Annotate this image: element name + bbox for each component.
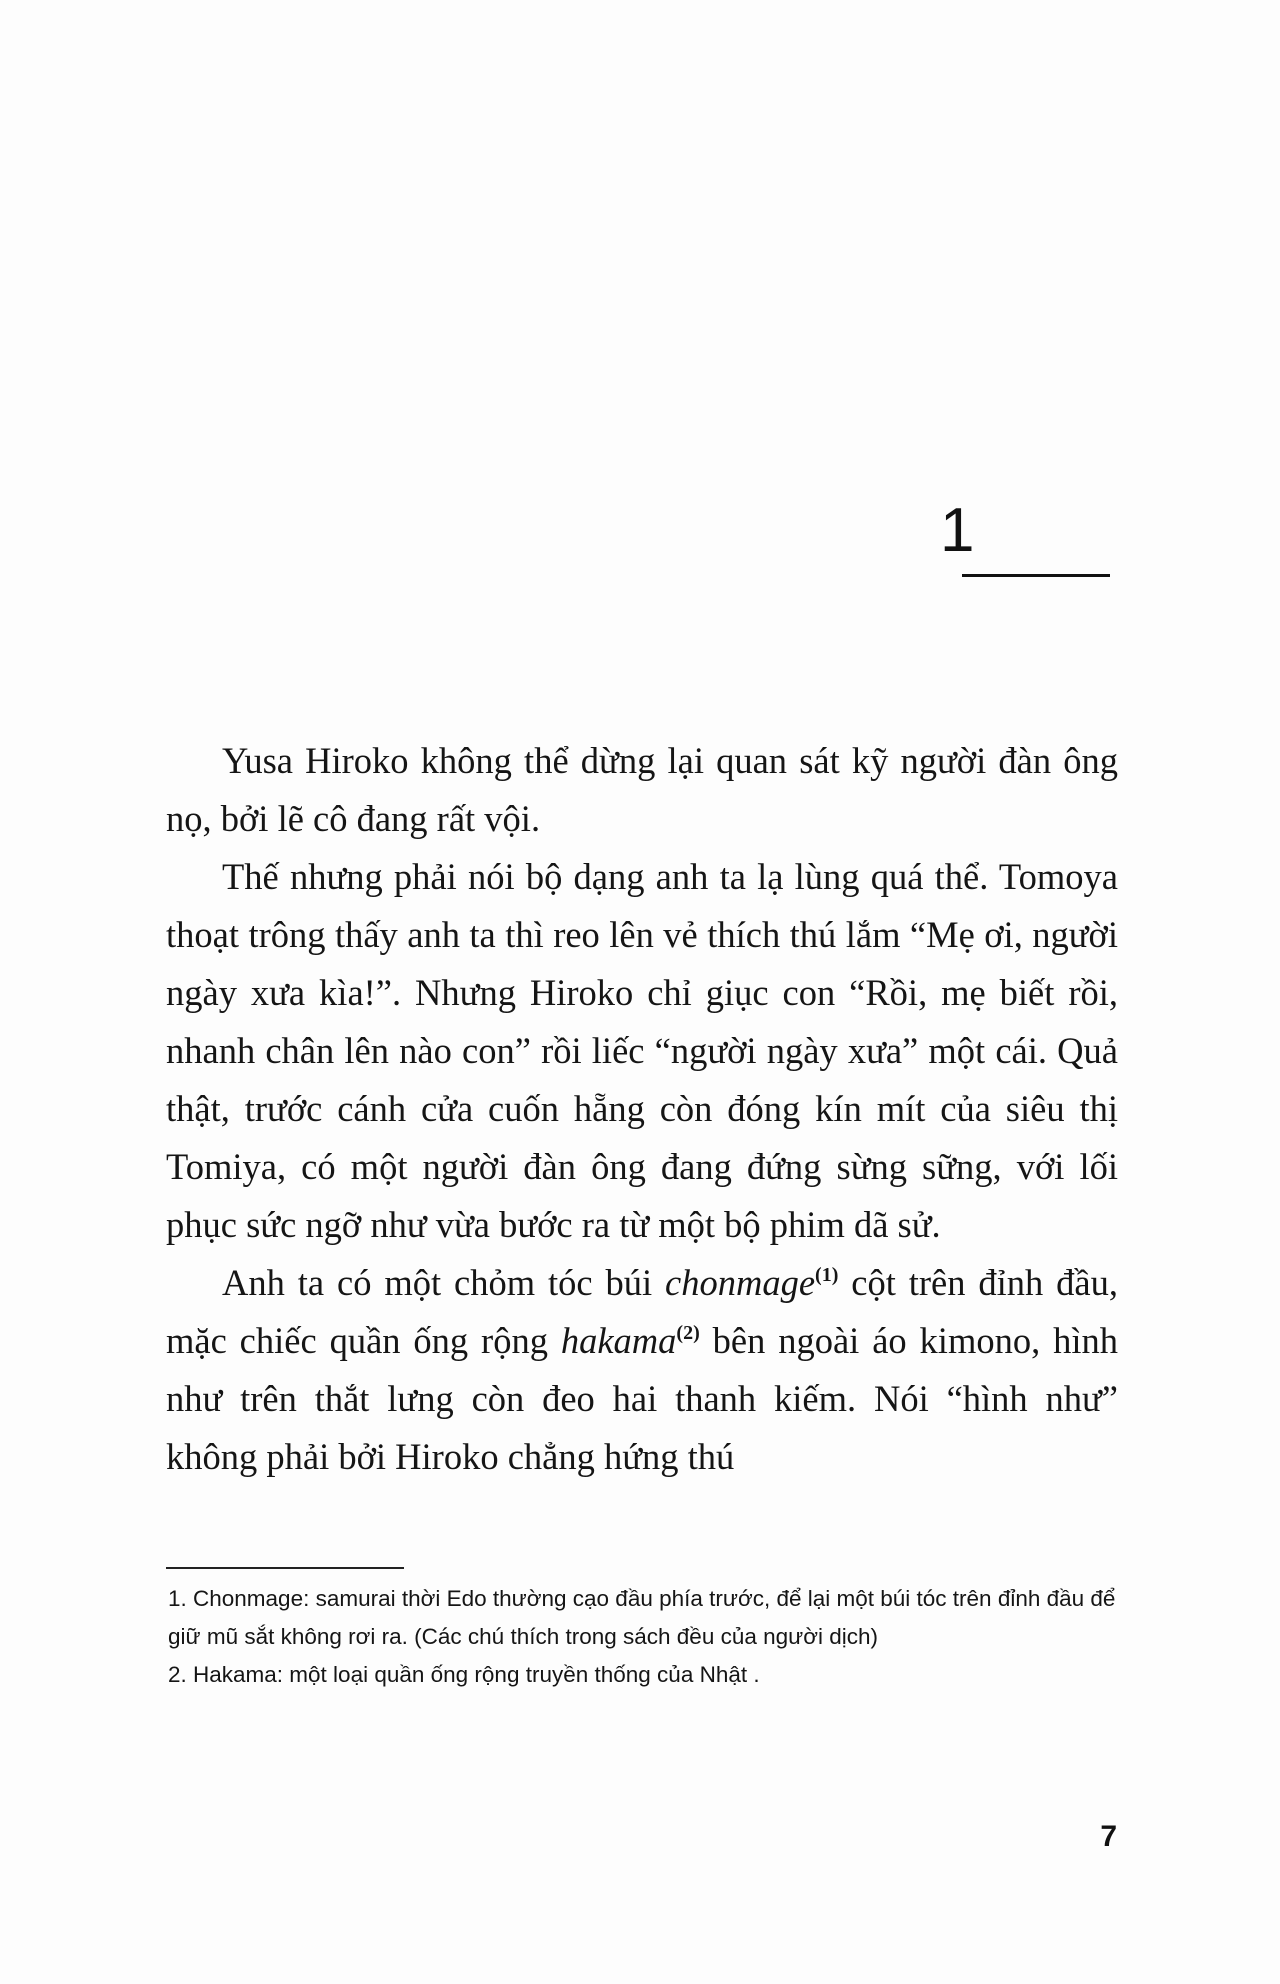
footnote-divider <box>166 1567 404 1569</box>
footnote-2: 2. Hakama: một loại quần ống rộng truyền thống của Nhật . <box>168 1662 760 1687</box>
footnote-ref-2[interactable]: (2) <box>676 1322 700 1344</box>
paragraph-3-text-c: bên ngoài áo kimono, hình như trên thắt lưng còn đeo hai thanh kiếm. Nói “hình như” không phải bởi Hiroko chẳng hứng thú <box>166 1320 1119 1477</box>
paragraph-2: Thế nhưng phải nói bộ dạng anh ta lạ lùng quá thể. Tomoya thoạt trông thấy anh ta thì reo lên vẻ thích thú lắm “Mẹ ơi, người ngày xưa kìa!”. Nhưng Hiroko chỉ giục con “Rồi, mẹ biết rồi, nhanh chân lên nào con” rồi liếc “người ngày xưa” một cái. Quả thật, trước cánh cửa cuốn hẵng còn đóng kín mít của siêu thị Tomiya, có một người đàn ông đang đứng sừng sững, với lối phục sức ngỡ như vừa bước ra từ một bộ phim dã sử. <box>166 856 1118 1245</box>
paragraph-1: Yusa Hiroko không thể dừng lại quan sát kỹ người đàn ông nọ, bởi lẽ cô đang rất vội. <box>166 740 1118 839</box>
term-hakama: hakama <box>560 1320 677 1361</box>
term-chonmage: chonmage <box>665 1262 816 1303</box>
body-text <box>166 732 1118 1486</box>
page-number: 7 <box>1100 1820 1117 1853</box>
footnote-1: 1. Chonmage: samurai thời Edo thường cạo đầu phía trước, để lại một búi tóc trên đỉnh đầu để giữ mũ sắt không rơi ra. (Các chú thích trong sách đều của người dịch) <box>168 1586 1116 1649</box>
paragraph-3 <box>166 1254 1118 1486</box>
chapter-number: 1 <box>940 496 975 565</box>
footnote-ref-1[interactable]: (1) <box>815 1264 839 1286</box>
chapter-underline <box>962 574 1110 577</box>
footnotes <box>168 1580 1128 1694</box>
paragraph-3-text-b: cột trên đỉnh đầu, mặc chiếc quần ống rộng <box>166 1262 1118 1361</box>
paragraph-3-text-a: Anh ta có một chỏm tóc búi <box>222 1262 666 1303</box>
